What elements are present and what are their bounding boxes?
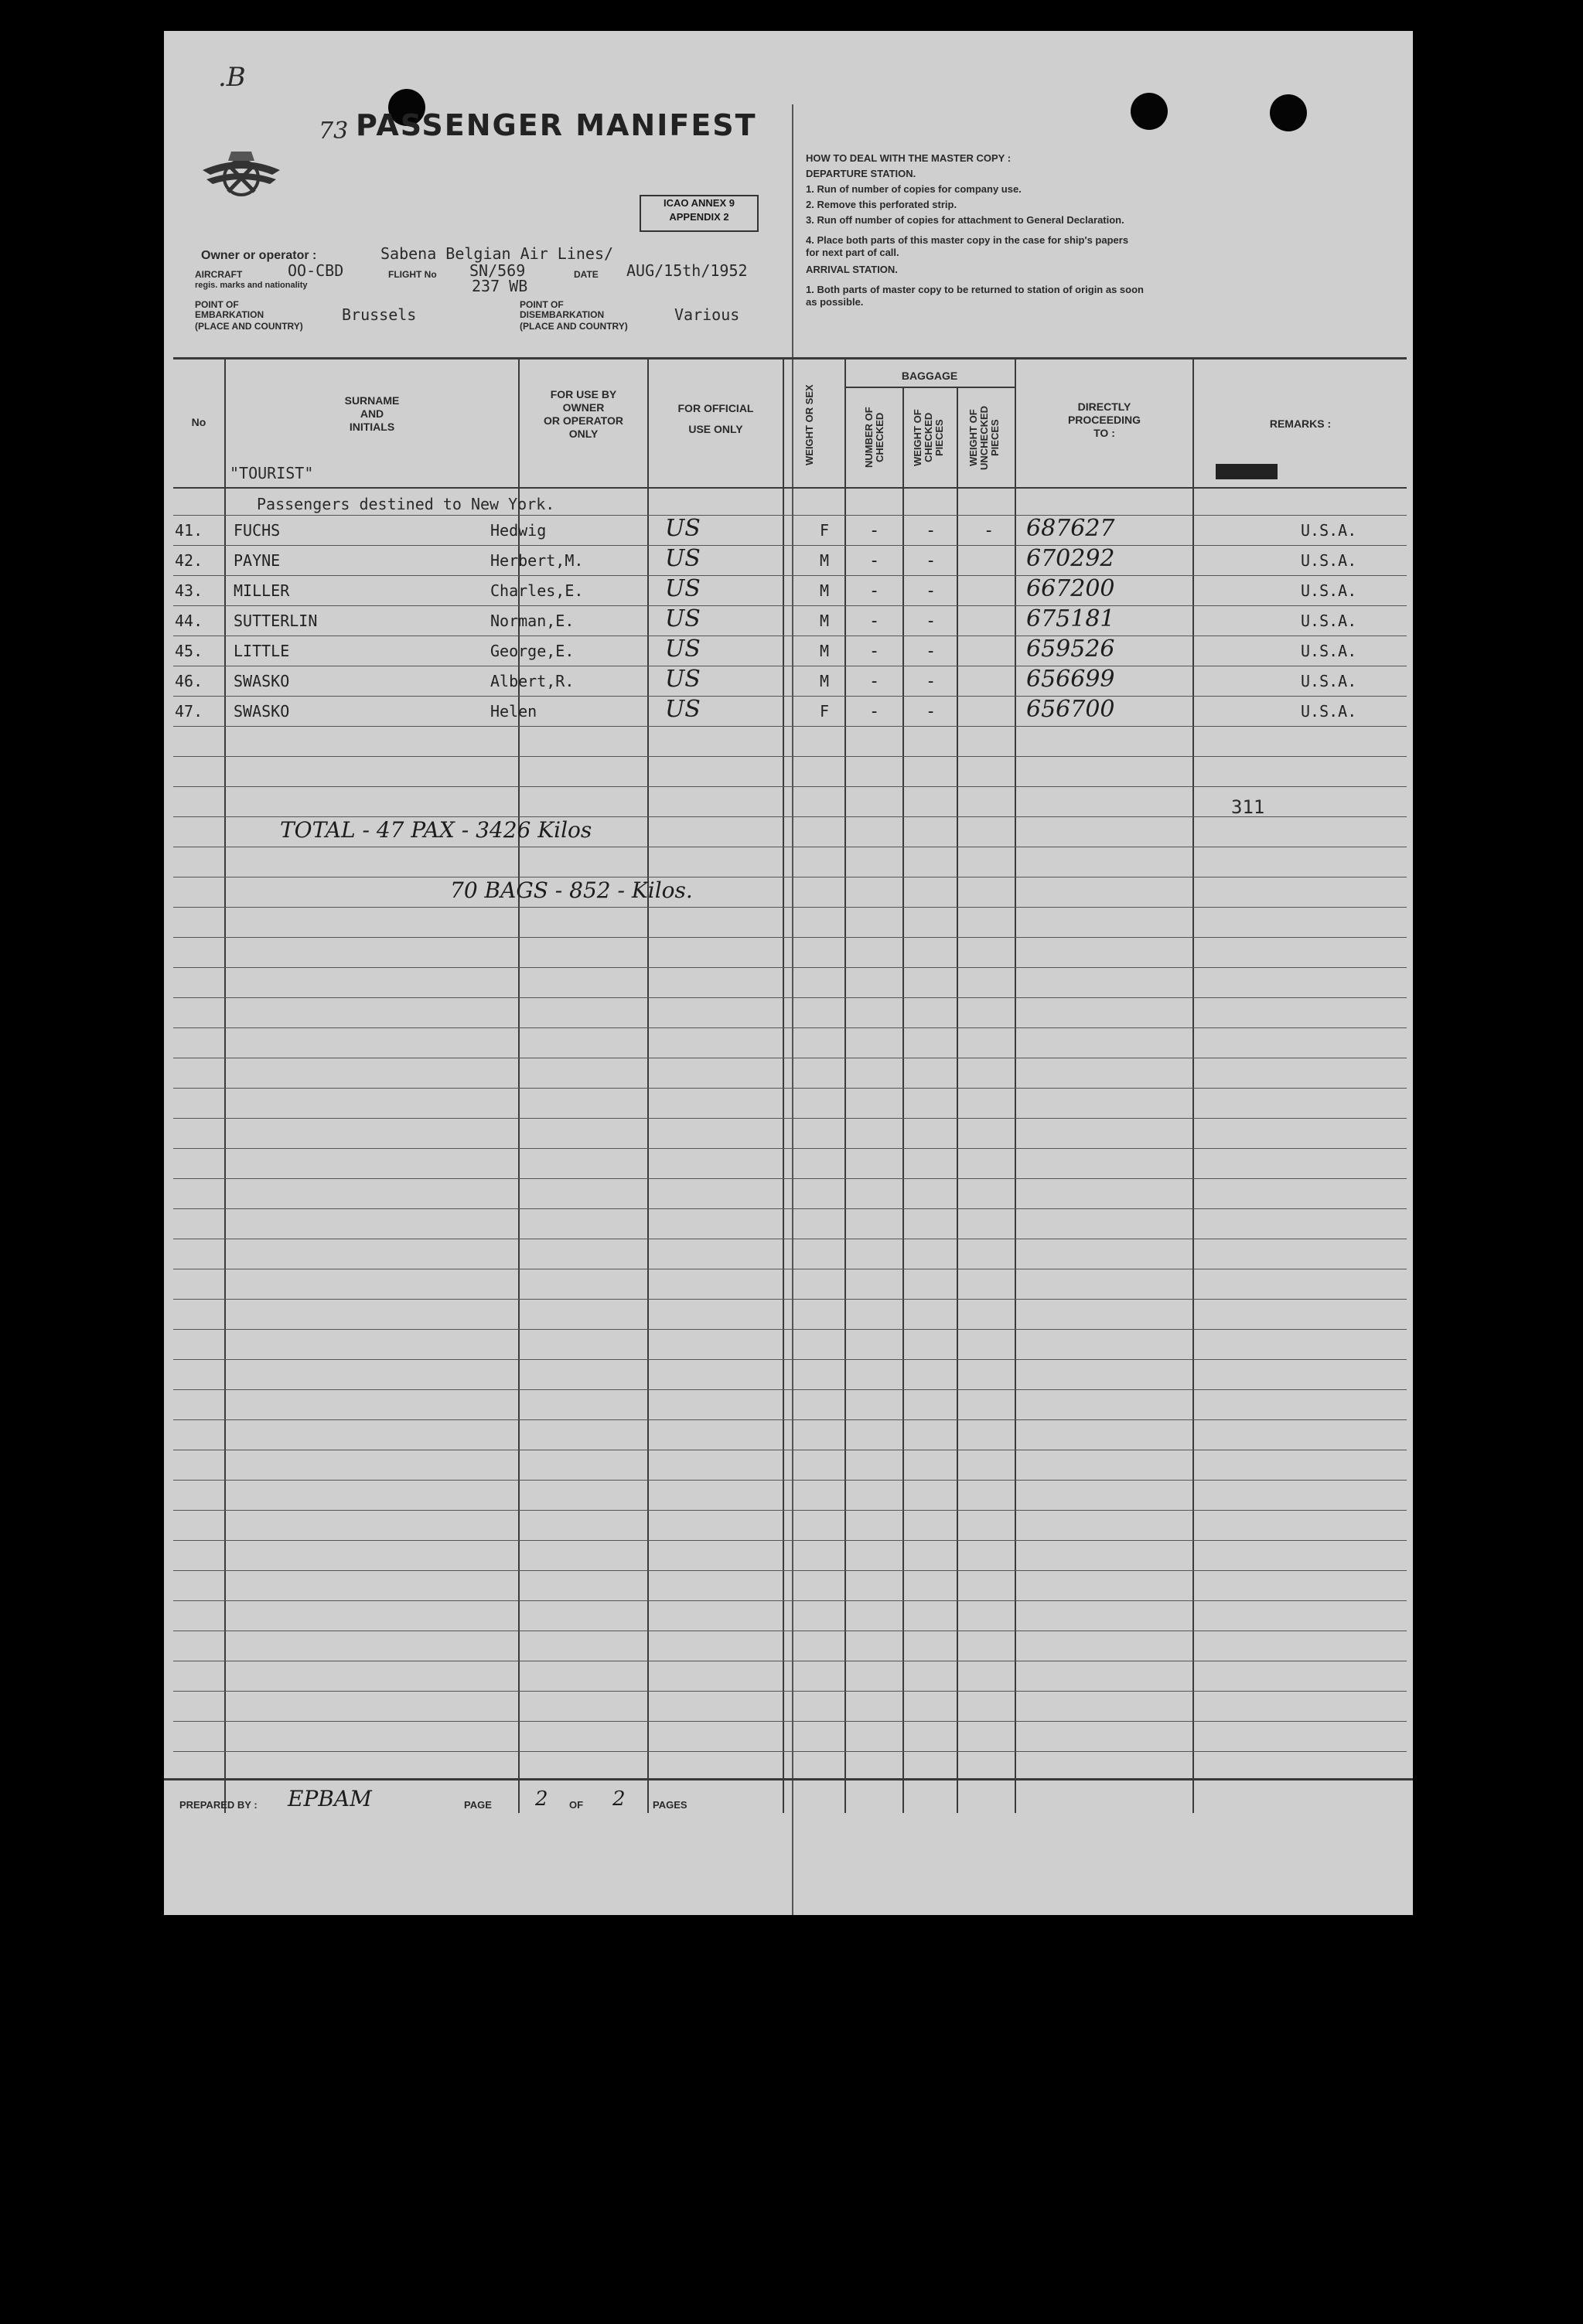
- disembark-label: POINT OF DISEMBARKATION: [520, 299, 605, 320]
- passenger-bag-weight: -: [926, 521, 936, 540]
- table-rule: [173, 1419, 1407, 1420]
- passenger-sex: M: [820, 672, 830, 690]
- passenger-bag-weight: -: [926, 642, 936, 661]
- passenger-surname: SWASKO: [234, 702, 290, 721]
- master-copy-instructions: [806, 151, 1308, 307]
- instruction-item: 1. Run of number of copies for company use.: [806, 183, 1022, 195]
- page-title: PASSENGER MANIFEST: [356, 108, 757, 142]
- table-rule: [173, 1570, 1407, 1571]
- table-rule: [173, 1027, 1407, 1028]
- table-rule: [173, 967, 1407, 968]
- table-rule: [173, 1480, 1407, 1481]
- col-header-directly-line: TO :: [1093, 427, 1115, 439]
- table-rule: [173, 1299, 1407, 1300]
- table-rule: [173, 1389, 1407, 1390]
- passenger-given-name: Herbert,M.: [490, 551, 584, 570]
- table-rule: [173, 605, 1407, 606]
- totals-line-1: TOTAL - 47 PAX - 3426 Kilos: [280, 817, 592, 843]
- table-rule: [173, 997, 1407, 998]
- instruction-item: 1. Both parts of master copy to be returned to station of origin as soon: [806, 284, 1144, 295]
- passenger-remarks: U.S.A.: [1301, 551, 1357, 570]
- disembark-value: Various: [674, 305, 740, 324]
- passenger-official: US: [665, 636, 701, 663]
- passenger-given-name: George,E.: [490, 642, 575, 660]
- table-rule: [173, 1118, 1407, 1119]
- embark-label: POINT OF EMBARKATION: [195, 299, 264, 320]
- passenger-remarks: U.S.A.: [1301, 702, 1357, 721]
- instruction-item: for next part of call.: [806, 247, 899, 258]
- punch-hole-right: [1270, 94, 1307, 131]
- instruction-item: 2. Remove this perforated strip.: [806, 199, 957, 210]
- destination-note: Passengers destined to New York.: [257, 495, 555, 513]
- passenger-bag-count: -: [869, 702, 880, 721]
- table-rule: [173, 726, 1407, 727]
- passenger-surname: SUTTERLIN: [234, 612, 318, 630]
- table-top-border: [173, 357, 1407, 360]
- of-value: 2: [612, 1787, 626, 1811]
- passenger-surname: LITTLE: [234, 642, 290, 660]
- col-header-owner-use: [520, 388, 647, 441]
- passenger-official: US: [665, 515, 701, 542]
- col-header-owner-line: FOR USE BY: [550, 388, 617, 400]
- passenger-unchecked-weight: -: [984, 521, 994, 540]
- passenger-proceeding: 675181: [1026, 605, 1115, 632]
- instructions-departure: DEPARTURE STATION.: [806, 168, 916, 179]
- embark-sub-label: (PLACE AND COUNTRY): [195, 321, 303, 332]
- table-rule: [173, 1088, 1407, 1089]
- punch-hole-middle: [1131, 93, 1168, 130]
- table-rule: [173, 696, 1407, 697]
- section-label: "TOURIST": [230, 464, 314, 482]
- passenger-sex: F: [820, 702, 830, 721]
- sabena-logo: [199, 130, 284, 215]
- table-rule: [173, 1751, 1407, 1752]
- table-rule: [173, 545, 1407, 546]
- passenger-remarks: U.S.A.: [1301, 521, 1357, 540]
- passenger-bag-count: -: [869, 551, 880, 571]
- table-rule: [173, 756, 1407, 757]
- icao-appendix: APPENDIX 2: [669, 211, 729, 223]
- pages-label: PAGES: [653, 1799, 687, 1811]
- passenger-proceeding: 656700: [1026, 696, 1115, 723]
- col-line: [844, 360, 846, 1813]
- table-rule: [173, 1359, 1407, 1360]
- owner-value: Sabena Belgian Air Lines/: [380, 244, 614, 263]
- passenger-proceeding: 659526: [1026, 636, 1115, 663]
- col-header-official-use: [649, 402, 783, 436]
- passenger-bag-count: -: [869, 521, 880, 540]
- col-header-number-checked: NUMBER OF CHECKED: [863, 407, 885, 469]
- table-rule: [173, 1510, 1407, 1511]
- passenger-given-name: Hedwig: [490, 521, 547, 540]
- table-rule: [173, 907, 1407, 908]
- col-header-weight-unchecked: WEIGHT OF UNCHECKED PIECES: [967, 405, 1001, 470]
- baggage-header-line: [844, 387, 1015, 388]
- passenger-no: 42.: [175, 551, 203, 570]
- manifest-sheet: [164, 31, 1413, 1915]
- passenger-bag-weight: -: [926, 702, 936, 721]
- passenger-bag-count: -: [869, 642, 880, 661]
- passenger-proceeding: 667200: [1026, 575, 1115, 602]
- col-header-surname-line: INITIALS: [349, 421, 395, 433]
- passenger-no: 44.: [175, 612, 203, 630]
- date-label: DATE: [574, 269, 599, 280]
- passenger-bag-weight: -: [926, 612, 936, 631]
- passenger-given-name: Charles,E.: [490, 581, 584, 600]
- prepared-by-label: PREPARED BY :: [179, 1799, 258, 1811]
- col-line: [647, 360, 649, 1813]
- aircraft-value: OO-CBD: [288, 261, 344, 280]
- table-rule: [173, 786, 1407, 787]
- table-rule: [173, 1178, 1407, 1179]
- table-rule: [173, 937, 1407, 938]
- instructions-heading: HOW TO DEAL WITH THE MASTER COPY :: [806, 152, 1012, 164]
- remarks-total: 311: [1231, 796, 1265, 818]
- col-header-weight-sex: WEIGHT OR SEX: [803, 384, 815, 466]
- passenger-sex: M: [820, 551, 830, 570]
- col-line: [224, 360, 226, 1813]
- passenger-remarks: U.S.A.: [1301, 672, 1357, 690]
- instruction-item: as possible.: [806, 296, 864, 308]
- passenger-sex: F: [820, 521, 830, 540]
- prepared-by-value: EPBAM: [288, 1786, 372, 1811]
- page-value: 2: [535, 1787, 548, 1811]
- passenger-proceeding: 656699: [1026, 666, 1115, 693]
- table-rule: [173, 1148, 1407, 1149]
- passenger-official: US: [665, 575, 701, 602]
- table-header-bottom: [173, 487, 1407, 489]
- passenger-no: 46.: [175, 672, 203, 690]
- disembark-sub-label: (PLACE AND COUNTRY): [520, 321, 628, 332]
- totals-line-2: 70 BAGS - 852 - Kilos.: [450, 877, 693, 903]
- col-line: [1015, 360, 1016, 1813]
- table-rule: [173, 1329, 1407, 1330]
- passenger-given-name: Helen: [490, 702, 537, 721]
- passenger-no: 41.: [175, 521, 203, 540]
- col-header-directly-line: PROCEEDING: [1067, 414, 1141, 426]
- passenger-sex: M: [820, 612, 830, 630]
- col-header-no: No: [191, 416, 206, 428]
- col-header-owner-line: ONLY: [568, 428, 599, 440]
- footer-line: [164, 1778, 1413, 1780]
- passenger-proceeding: 687627: [1026, 515, 1115, 542]
- aircraft-label: AIRCRAFT: [195, 269, 243, 280]
- passenger-official: US: [665, 605, 701, 632]
- page-label: PAGE: [464, 1799, 492, 1811]
- passenger-no: 47.: [175, 702, 203, 721]
- col-line: [957, 387, 958, 1813]
- col-line: [518, 360, 520, 1813]
- embark-value: Brussels: [342, 305, 417, 324]
- passenger-remarks: U.S.A.: [1301, 642, 1357, 660]
- col-header-remarks: REMARKS :: [1269, 417, 1332, 430]
- col-line: [783, 360, 784, 1813]
- corner-mark: .B: [218, 62, 246, 93]
- passenger-surname: MILLER: [234, 581, 290, 600]
- passenger-official: US: [665, 545, 701, 572]
- passenger-surname: SWASKO: [234, 672, 290, 690]
- page-number-mark: 73: [319, 118, 349, 145]
- col-header-surname-line: AND: [360, 407, 384, 420]
- passenger-official: US: [665, 666, 701, 693]
- owner-label: Owner or operator :: [201, 249, 317, 262]
- passenger-no: 43.: [175, 581, 203, 600]
- col-header-surname: [226, 394, 518, 434]
- passenger-remarks: U.S.A.: [1301, 612, 1357, 630]
- table-rule: [173, 1208, 1407, 1209]
- table-rule: [173, 1721, 1407, 1722]
- col-header-surname-line: SURNAME: [344, 394, 400, 407]
- passenger-proceeding: 670292: [1026, 545, 1115, 572]
- passenger-no: 45.: [175, 642, 203, 660]
- col-line: [902, 387, 904, 1813]
- passenger-bag-count: -: [869, 581, 880, 601]
- table-rule: [173, 575, 1407, 576]
- col-header-directly-line: DIRECTLY: [1077, 400, 1131, 413]
- col-header-owner-line: OR OPERATOR: [544, 414, 623, 427]
- passenger-given-name: Albert,R.: [490, 672, 575, 690]
- col-header-official-line: USE ONLY: [688, 423, 743, 435]
- instruction-item: 3. Run off number of copies for attachment to General Declaration.: [806, 214, 1124, 226]
- col-header-official-line: FOR OFFICIAL: [677, 402, 754, 414]
- icao-annex: ICAO ANNEX 9: [664, 197, 735, 209]
- passenger-bag-weight: -: [926, 551, 936, 571]
- instructions-arrival: ARRIVAL STATION.: [806, 264, 898, 275]
- instruction-item: 4. Place both parts of this master copy in the case for ship's papers: [806, 234, 1129, 246]
- aircraft-sub-label: regis. marks and nationality: [195, 281, 308, 290]
- passenger-surname: PAYNE: [234, 551, 281, 570]
- passenger-bag-weight: -: [926, 672, 936, 691]
- col-header-weight-checked: WEIGHT OF CHECKED PIECES: [912, 409, 945, 466]
- passenger-sex: M: [820, 642, 830, 660]
- col-header-directly: [1016, 400, 1192, 440]
- passenger-official: US: [665, 696, 701, 723]
- flight-label: FLIGHT No: [388, 269, 437, 280]
- passenger-sex: M: [820, 581, 830, 600]
- passenger-bag-count: -: [869, 672, 880, 691]
- icao-box: [640, 195, 759, 232]
- passenger-surname: FUCHS: [234, 521, 281, 540]
- flight-value: SN/569: [469, 261, 526, 280]
- passenger-bag-weight: -: [926, 581, 936, 601]
- table-rule: [173, 515, 1407, 516]
- passenger-remarks: U.S.A.: [1301, 581, 1357, 600]
- redaction-mark: [1216, 464, 1278, 479]
- passenger-given-name: Norman,E.: [490, 612, 575, 630]
- table-rule: [173, 1540, 1407, 1541]
- table-rule: [173, 1691, 1407, 1692]
- col-header-owner-line: OWNER: [562, 401, 605, 414]
- flight-value-secondary: 237 WB: [472, 277, 528, 295]
- col-line: [1192, 360, 1194, 1813]
- date-value: AUG/15th/1952: [626, 261, 748, 280]
- of-label: OF: [569, 1799, 584, 1811]
- header-divider: [792, 104, 793, 1915]
- passenger-bag-count: -: [869, 612, 880, 631]
- col-header-baggage: BAGGAGE: [901, 370, 958, 382]
- table-rule: [173, 1600, 1407, 1601]
